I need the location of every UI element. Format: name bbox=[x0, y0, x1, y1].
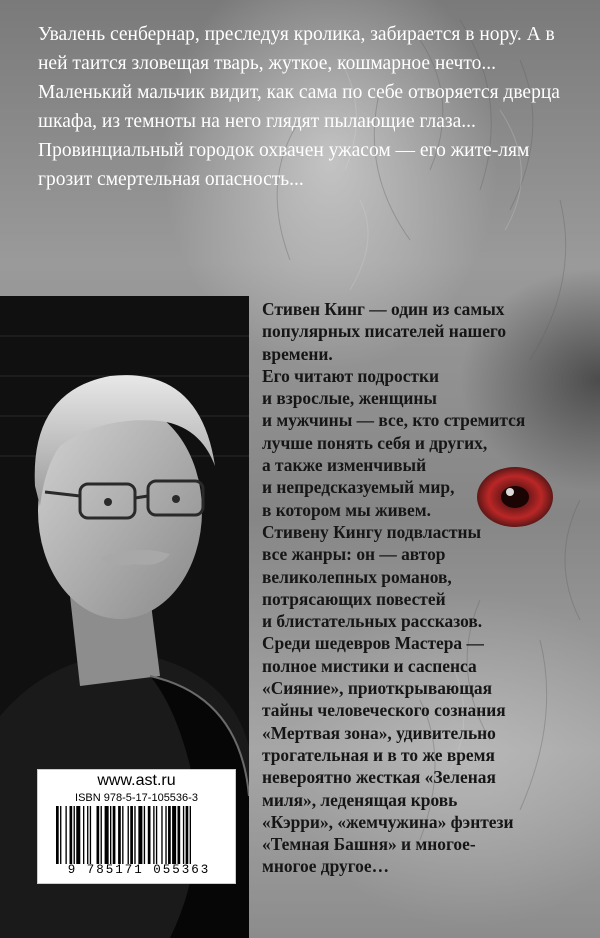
author-blurb bbox=[262, 298, 592, 878]
author-blurb-line: и мужчины — все, кто стремится bbox=[262, 410, 526, 431]
barcode-bar bbox=[130, 806, 133, 864]
barcode-bar bbox=[122, 806, 123, 864]
author-blurb-line: Среди шедевров Мастера — bbox=[262, 633, 484, 654]
author-blurb-line: и непредсказуемый мир, bbox=[262, 477, 455, 498]
barcode-bar bbox=[101, 806, 102, 864]
blurb-paragraph-2: Маленький мальчик видит, как сама по себе отворяется дверца шкафа, из темноты на него глядят пылающие глаза... bbox=[38, 82, 560, 132]
barcode-bar bbox=[178, 806, 181, 864]
author-blurb-line: невероятно жесткая «Зеленая bbox=[262, 767, 496, 788]
author-blurb-line: великолепных романов, bbox=[262, 566, 452, 587]
author-blurb-line: и блистательных рассказов. bbox=[262, 611, 483, 632]
barcode-bar bbox=[153, 806, 154, 864]
publisher-website: www.ast.ru bbox=[97, 772, 176, 789]
author-blurb-line: а также изменчивый bbox=[262, 455, 427, 476]
barcode-bar bbox=[161, 806, 162, 864]
blurb-paragraph-3: Провинциальный городок охвачен ужасом — его жите-лям грозит смертельная опасность... bbox=[38, 140, 530, 190]
barcode-bar bbox=[168, 806, 171, 864]
barcode-bar bbox=[138, 806, 142, 864]
barcode-bar bbox=[183, 806, 184, 864]
barcode-bar bbox=[65, 806, 66, 864]
barcode-bar bbox=[165, 806, 166, 864]
barcode-bar bbox=[113, 806, 116, 864]
barcode-bar bbox=[56, 806, 59, 864]
barcode-bar bbox=[60, 806, 61, 864]
author-blurb-line: многое другое… bbox=[262, 856, 389, 877]
author-blurb-line: миля», леденящая кровь bbox=[262, 789, 458, 810]
barcode-bar bbox=[156, 806, 157, 864]
isbn-text: ISBN 978-5-17-105536-3 bbox=[75, 792, 198, 804]
author-blurb-line: «Темная Башня» и многое- bbox=[262, 834, 476, 855]
author-blurb-line: трогательная и в то же время bbox=[262, 744, 495, 765]
barcode-bar bbox=[97, 806, 100, 864]
barcode-bar bbox=[186, 806, 189, 864]
barcode-bar bbox=[134, 806, 135, 864]
barcode-bar bbox=[190, 806, 191, 864]
barcode-digits: 9 785171 055363 bbox=[67, 863, 211, 877]
author-blurb-line: тайны человеческого сознания bbox=[262, 700, 506, 721]
author-blurb-line: времени. bbox=[262, 343, 333, 364]
barcode-bar bbox=[87, 806, 88, 864]
barcode-icon bbox=[54, 806, 224, 864]
author-blurb-line: Стивен Кинг — один из самых bbox=[262, 299, 505, 319]
top-blurb bbox=[38, 20, 578, 194]
barcode-bar bbox=[118, 806, 121, 864]
barcode-bar bbox=[70, 806, 73, 864]
barcode-bar bbox=[74, 806, 75, 864]
author-blurb-line: Его читают подростки bbox=[262, 365, 440, 386]
barcode-bar bbox=[83, 806, 84, 864]
barcode-panel bbox=[37, 769, 236, 884]
author-blurb-line: лучше понять себя и других, bbox=[262, 432, 488, 453]
barcode-bar bbox=[172, 806, 176, 864]
barcode-bar bbox=[90, 806, 91, 864]
barcode-bar bbox=[105, 806, 109, 864]
author-blurb-line: популярных писателей нашего bbox=[262, 321, 507, 342]
author-blurb-line: «Сияние», приоткрывающая bbox=[262, 678, 492, 699]
barcode-bar bbox=[128, 806, 129, 864]
barcode-bar bbox=[148, 806, 151, 864]
blurb-paragraph-1: Увалень сенбернар, преследуя кролика, забирается в нору. А в ней таится зловещая тварь, жуткое, кошмарное нечто... bbox=[38, 24, 555, 74]
author-blurb-line: Стивену Кингу подвластны bbox=[262, 521, 482, 542]
barcode-bar bbox=[76, 806, 80, 864]
author-blurb-line: «Кэрри», «жемчужина» фэнтези bbox=[262, 811, 514, 832]
author-blurb-line: все жанры: он — автор bbox=[262, 544, 446, 565]
barcode-bar bbox=[144, 806, 145, 864]
author-blurb-line: потрясающих повестей bbox=[262, 588, 446, 609]
author-blurb-line: «Мертвая зона», удивительно bbox=[262, 722, 496, 743]
author-blurb-line: полное мистики и саспенса bbox=[262, 655, 477, 676]
barcode-bar bbox=[110, 806, 111, 864]
author-blurb-line: в котором мы живем. bbox=[262, 499, 431, 520]
author-blurb-line: и взрослые, женщины bbox=[262, 388, 438, 409]
